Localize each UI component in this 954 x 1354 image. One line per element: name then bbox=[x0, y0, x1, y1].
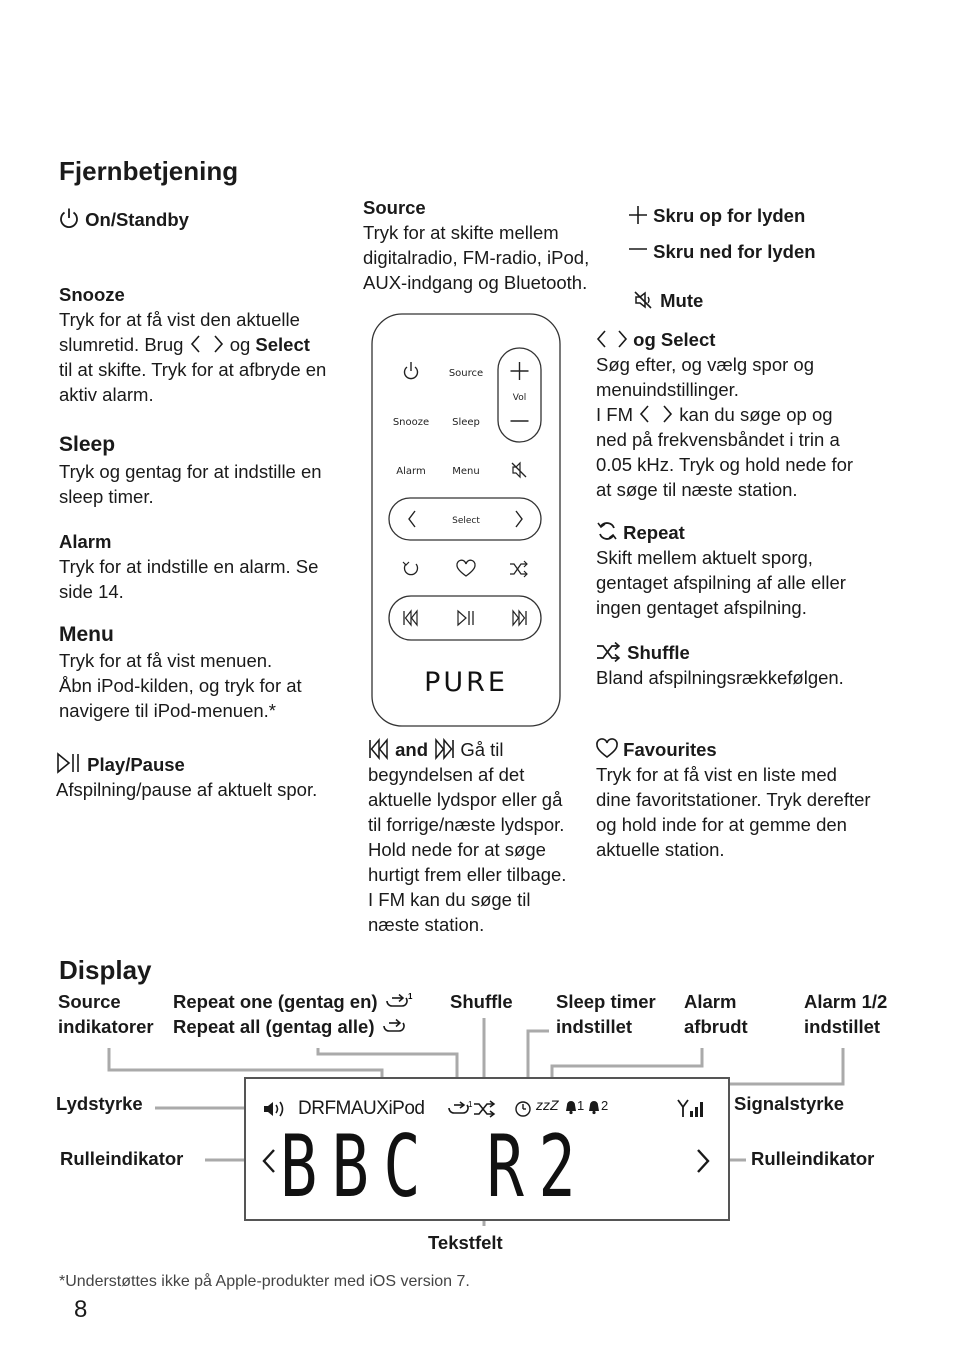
repeat-line: gentaget afspilning af alle eller bbox=[596, 572, 846, 593]
skip-line-text: Gå til bbox=[460, 739, 504, 760]
footnote: *Understøttes ikke på Apple-produkter med iOS version 7. bbox=[59, 1273, 470, 1290]
scroll-left-icon bbox=[260, 1147, 278, 1180]
snooze-line: til at skifte. Tryk for at afbryde en bbox=[59, 359, 327, 380]
lcd-sleep-z: zzZ bbox=[536, 1097, 559, 1113]
label-repeat-all-text: Repeat all (gentag alle) bbox=[173, 1016, 375, 1037]
skip-line: Hold nede for at søge bbox=[368, 839, 546, 860]
snooze-line: aktiv alarm. bbox=[59, 384, 154, 405]
remote-select-button: Select bbox=[452, 516, 480, 526]
source-line: AUX-indgang og Bluetooth. bbox=[363, 272, 588, 293]
skip-line: næste station. bbox=[368, 914, 485, 935]
remote-source-button: Source bbox=[448, 368, 484, 379]
label-scroll-right: Rulleindikator bbox=[751, 1148, 875, 1169]
signal-strength-icon bbox=[677, 1098, 707, 1123]
favourites-line: og hold inde for at gemme den bbox=[596, 814, 847, 835]
snooze-heading: Snooze bbox=[59, 284, 125, 305]
lcd-text-field-value: BBC R2 bbox=[280, 1117, 590, 1217]
skip-line: aktuelle lydspor eller gå bbox=[368, 789, 563, 810]
vol-down-label: Skru ned for lyden bbox=[653, 241, 816, 262]
shuffle-heading-text: Shuffle bbox=[627, 642, 690, 663]
alarm-line: side 14. bbox=[59, 581, 124, 602]
label-signal-strength: Signalstyrke bbox=[734, 1093, 845, 1114]
select-line-text: kan du søge op og bbox=[679, 404, 833, 425]
skip-line: I FM kan du søge til bbox=[368, 889, 531, 910]
scroll-right-icon bbox=[694, 1147, 712, 1180]
on-standby-label: On/Standby bbox=[85, 209, 189, 230]
source-line: digitalradio, FM-radio, iPod, bbox=[363, 247, 590, 268]
remote-vol-label: Vol bbox=[512, 393, 527, 403]
label-source-line: indikatorer bbox=[58, 1016, 154, 1037]
label-sleep-line: Sleep timer bbox=[556, 991, 656, 1012]
select-line-text: I FM bbox=[596, 404, 633, 425]
label-shuffle: Shuffle bbox=[450, 991, 513, 1012]
lcd-repeat-superscript: 1 bbox=[468, 1100, 473, 1109]
label-alarm-line: Alarm bbox=[684, 991, 737, 1012]
snooze-line-text: slumretid. Brug bbox=[59, 334, 184, 355]
select-line: 0.05 kHz. Tryk og hold nede for bbox=[596, 454, 854, 475]
snooze-line: Tryk for at få vist den aktuelle bbox=[59, 309, 300, 330]
repeat-one-superscript: 1 bbox=[407, 992, 413, 1001]
vol-up-label: Skru op for lyden bbox=[653, 205, 806, 226]
alarm-heading: Alarm bbox=[59, 531, 112, 552]
favourites-heading-text: Favourites bbox=[623, 739, 717, 760]
remote-snooze-button: Snooze bbox=[392, 417, 430, 428]
alarm-line: Tryk for at indstille en alarm. Se bbox=[59, 556, 319, 577]
skip-line: begyndelsen af det bbox=[368, 764, 525, 785]
label-repeat-one-text: Repeat one (gentag en) bbox=[173, 991, 378, 1012]
skip-line: hurtigt frem eller tilbage. bbox=[368, 864, 567, 885]
remote-brand-logo: PURE bbox=[424, 667, 508, 698]
menu-line: Tryk for at få vist menuen. bbox=[59, 650, 273, 671]
favourites-line: Tryk for at få vist en liste med bbox=[596, 764, 837, 785]
favourites-line: aktuelle station. bbox=[596, 839, 725, 860]
label-text-field: Tekstfelt bbox=[428, 1232, 503, 1253]
repeat-heading-text: Repeat bbox=[623, 522, 685, 543]
select-line: menuindstillinger. bbox=[596, 379, 739, 400]
repeat-line: ingen gentaget afspilning. bbox=[596, 597, 807, 618]
skip-and-word: and bbox=[395, 739, 429, 760]
shuffle-line: Bland afspilningsrækkefølgen. bbox=[596, 667, 844, 688]
label-scroll-left: Rulleindikator bbox=[60, 1148, 184, 1169]
skip-line: til forrige/næste lydspor. bbox=[368, 814, 565, 835]
label-sleep-line: indstillet bbox=[556, 1016, 633, 1037]
menu-heading: Menu bbox=[59, 623, 114, 646]
sleep-heading: Sleep bbox=[59, 433, 116, 456]
label-source-line: Source bbox=[58, 991, 121, 1012]
lcd-alarm1-number: 1 bbox=[577, 1098, 585, 1113]
repeat-line: Skift mellem aktuelt sporg, bbox=[596, 547, 813, 568]
section-title-remote: Fjernbetjening bbox=[59, 156, 239, 186]
mute-label: Mute bbox=[660, 290, 704, 311]
snooze-select-word: Select bbox=[255, 334, 310, 355]
menu-line: navigere til iPod-menuen.* bbox=[59, 700, 276, 721]
play-pause-line: Afspilning/pause af aktuelt spor. bbox=[56, 779, 318, 800]
lcd-alarm2-number: 2 bbox=[601, 1098, 609, 1113]
source-heading: Source bbox=[363, 197, 426, 218]
sleep-line: Tryk og gentag for at indstille en bbox=[59, 461, 322, 482]
section-title-display: Display bbox=[59, 955, 152, 985]
source-line: Tryk for at skifte mellem bbox=[363, 222, 559, 243]
remote-alarm-button: Alarm bbox=[396, 466, 426, 477]
select-line: ned på frekvensbåndet i trin a bbox=[596, 429, 840, 450]
favourites-line: dine favoritstationer. Tryk derefter bbox=[596, 789, 871, 810]
label-alarm-line: afbrudt bbox=[684, 1016, 748, 1037]
page-number: 8 bbox=[74, 1296, 88, 1323]
sleep-line: sleep timer. bbox=[59, 486, 154, 507]
label-volume: Lydstyrke bbox=[56, 1093, 143, 1114]
select-heading-text: og Select bbox=[633, 329, 716, 350]
select-line: Søg efter, og vælg spor og bbox=[596, 354, 815, 375]
lcd-text-field bbox=[280, 1117, 680, 1217]
menu-line: Åbn iPod-kilden, og tryk for at bbox=[59, 675, 302, 696]
play-pause-heading-text: Play/Pause bbox=[87, 754, 185, 775]
remote-sleep-button: Sleep bbox=[452, 417, 480, 428]
snooze-line-text: og bbox=[229, 334, 251, 355]
label-alarm12-line: Alarm 1/2 bbox=[804, 991, 888, 1012]
label-alarm12-line: indstillet bbox=[804, 1016, 881, 1037]
select-line: at søge til næste station. bbox=[596, 479, 798, 500]
source-indicators-text: DRFMAUXiPod bbox=[298, 1098, 425, 1119]
remote-menu-button: Menu bbox=[452, 466, 480, 477]
